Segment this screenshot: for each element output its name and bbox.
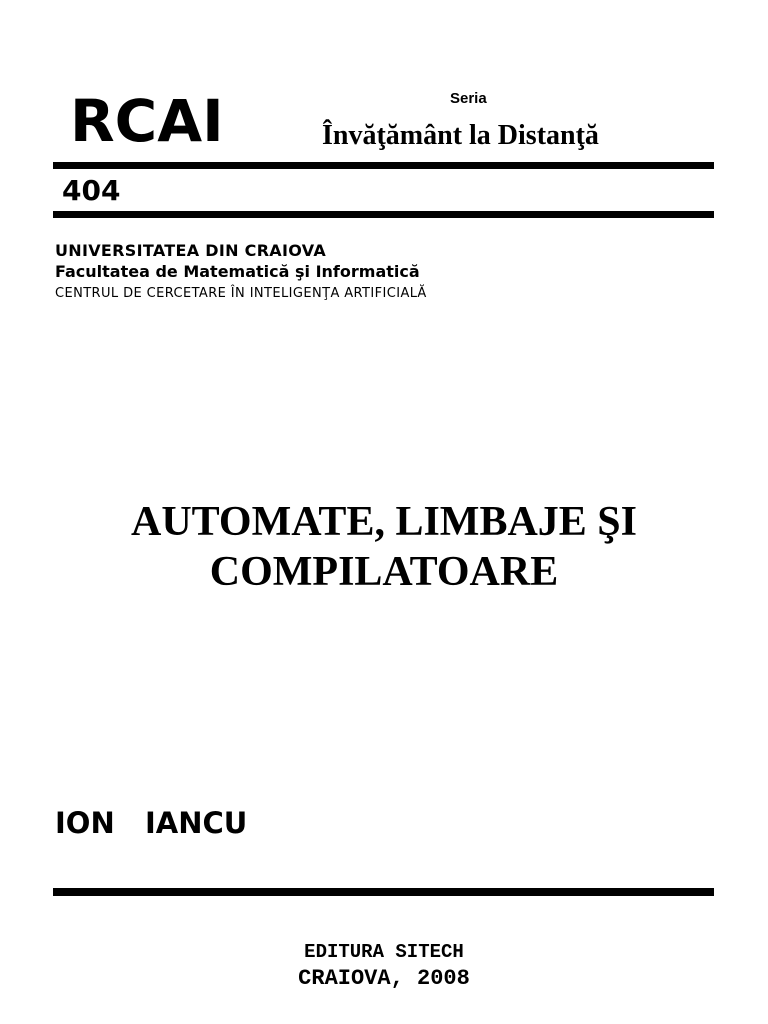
series-name: Învăţământ la Distanţă: [322, 120, 599, 151]
faculty-name: Facultatea de Matematică şi Informatică: [55, 262, 420, 281]
footer-rule: [53, 888, 714, 896]
header-rule-bottom: [53, 211, 714, 218]
publisher-name: EDITURA SITECH: [304, 941, 464, 963]
university-name: UNIVERSITATEA DIN CRAIOVA: [55, 241, 326, 260]
publisher-block: [0, 943, 768, 990]
series-label: Seria: [450, 90, 487, 107]
book-title-line-1: AUTOMATE, LIMBAJE ŞI: [130, 499, 638, 545]
book-title-line-2: COMPILATOARE: [209, 549, 559, 595]
author-name: ION IANCU: [55, 806, 248, 840]
header-rule-top: [53, 162, 714, 169]
research-centre-name: CENTRUL DE CERCETARE ÎN INTELIGENŢA ARTIFICIALĂ: [55, 286, 427, 301]
book-title: [0, 497, 768, 597]
volume-number: 404: [62, 174, 121, 207]
series-code: RCAI: [70, 87, 224, 155]
publisher-place-year: CRAIOVA, 2008: [298, 966, 470, 991]
